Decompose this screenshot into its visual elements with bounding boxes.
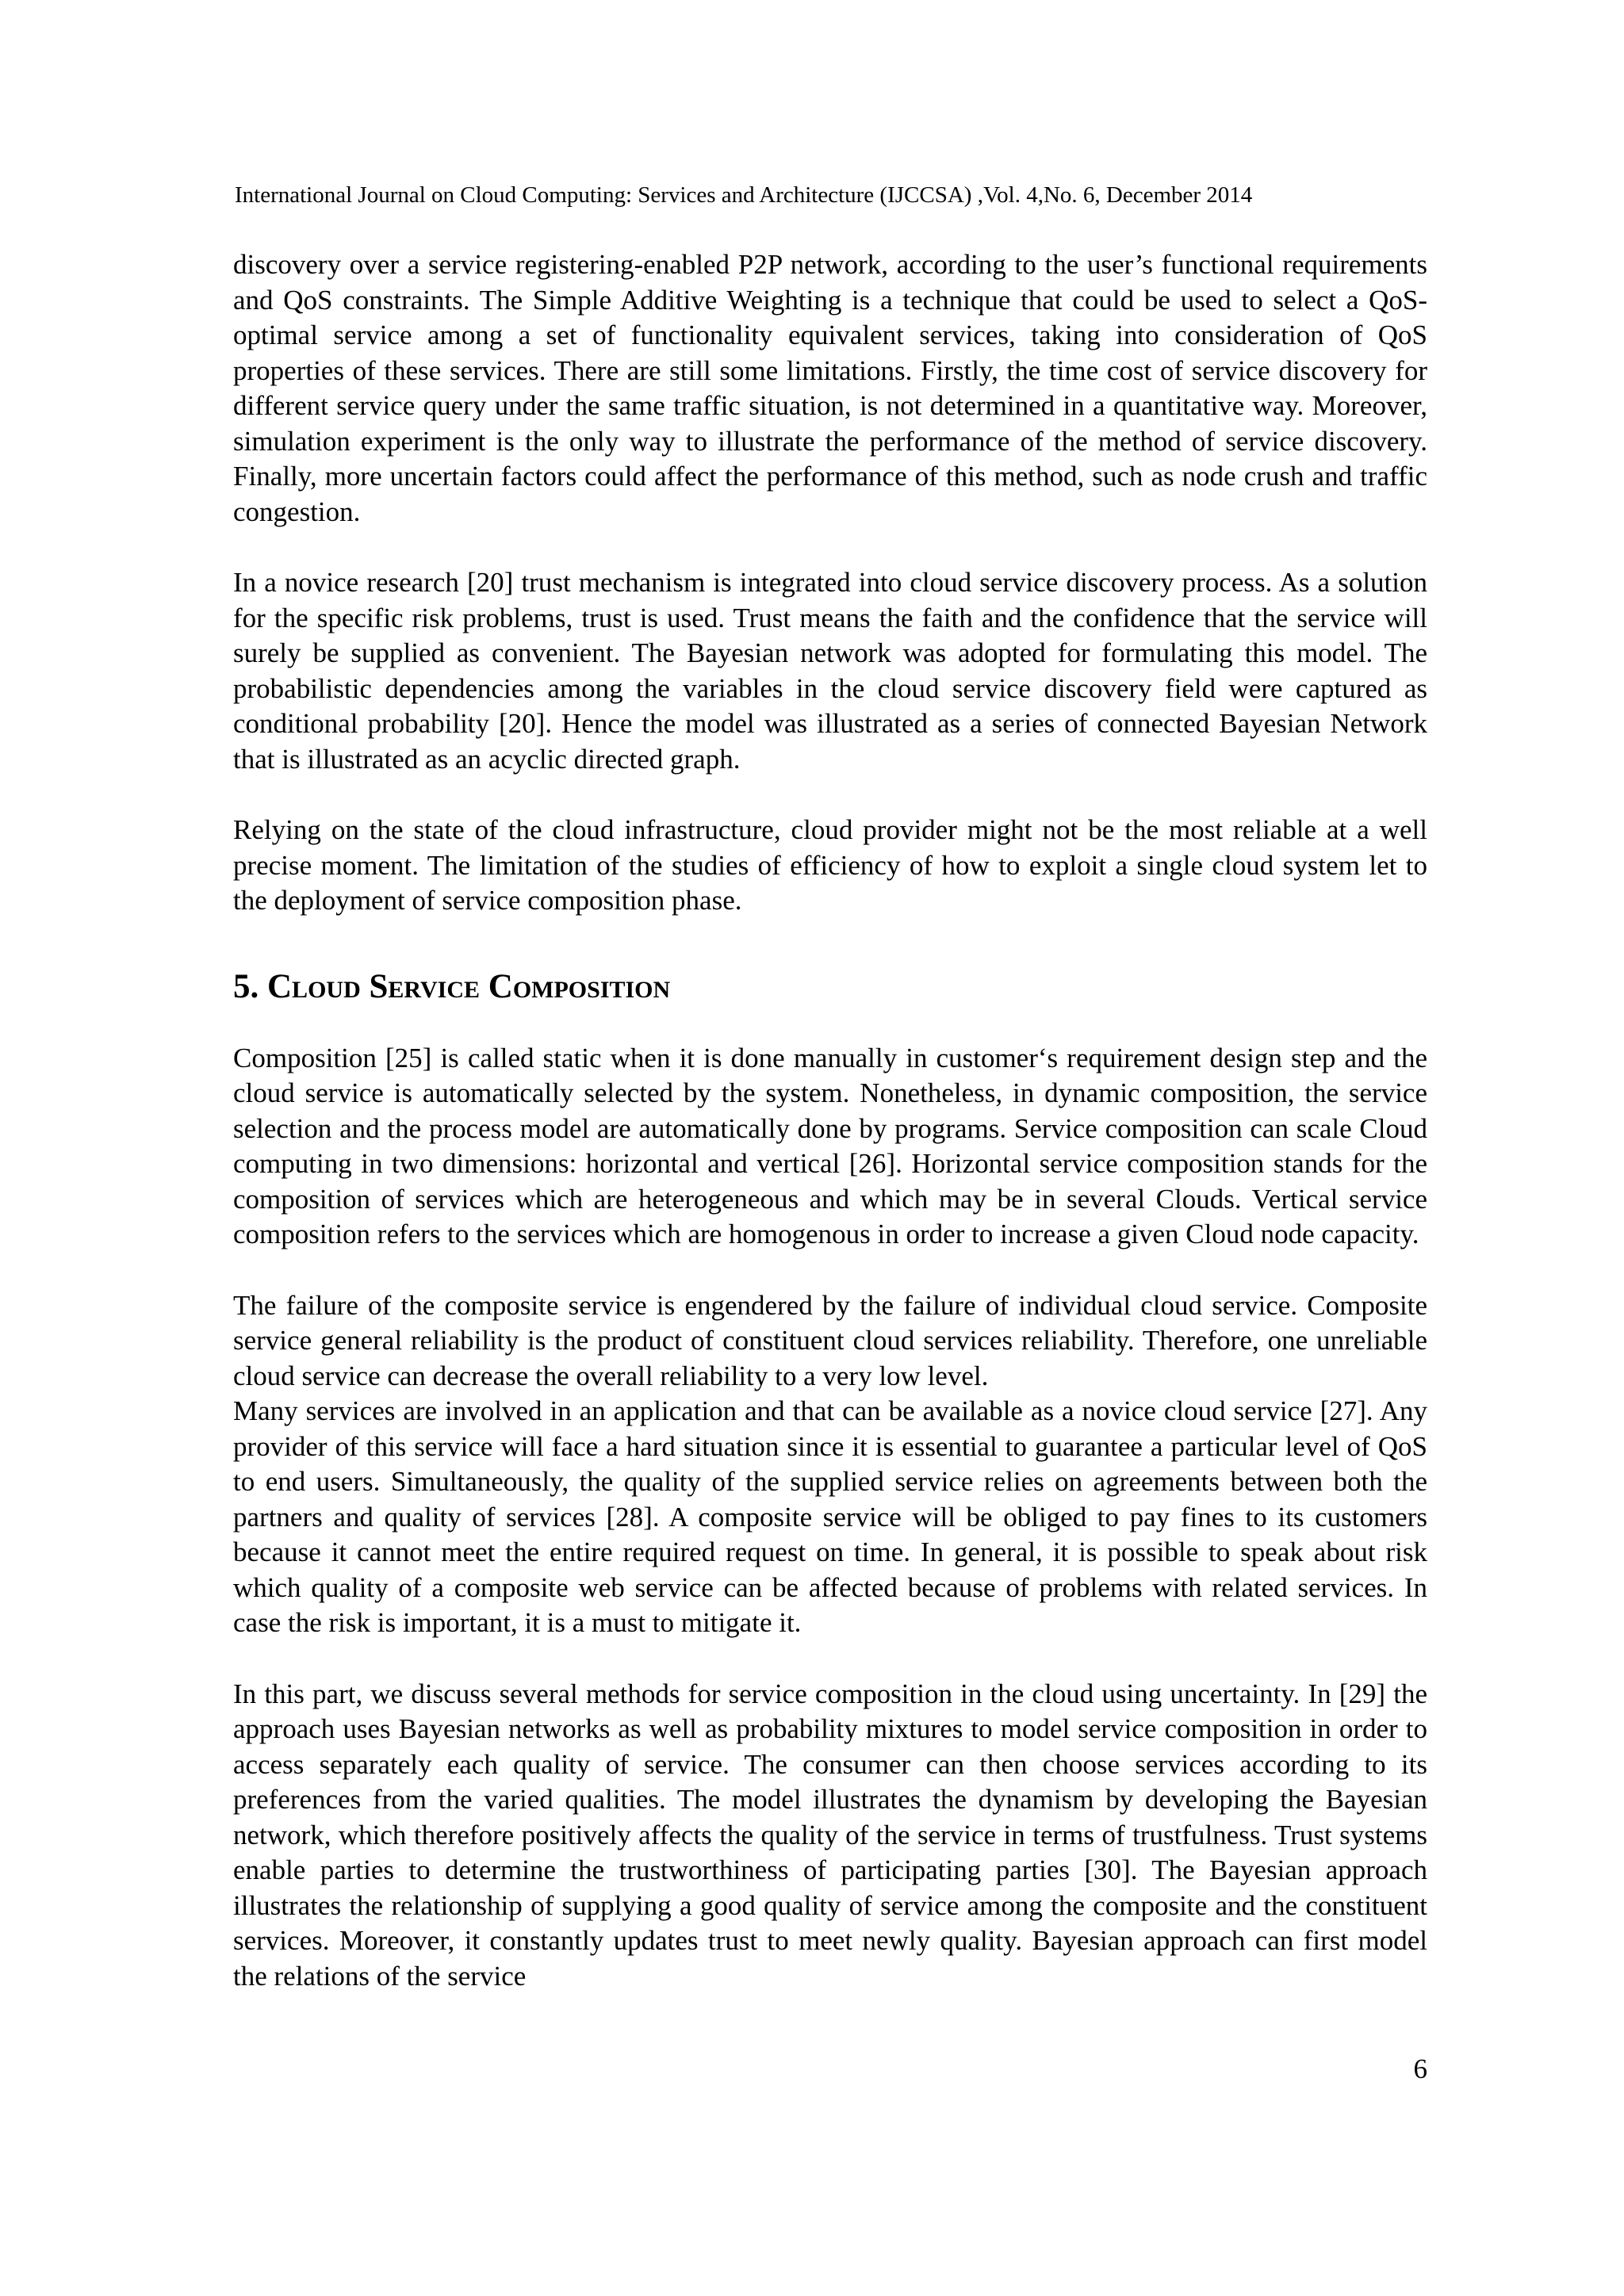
paragraph-qos-risk: Many services are involved in an application and that can be available as a novice cloud service [27]. Any provider of this service will face a hard situation since it is essential to guarantee a particular level of QoS to end users. Simultaneously, the quality of the supplied service relies on agreements between both the partners and quality of services [28]. A composite service will be obliged to pay fines to its customers because it cannot meet the entire required request on time. In general, it is possible to speak about risk which quality of a composite web service can be affected because of problems with related services. In case the risk is important, it is a must to mitigate it. [233,1395,1427,1638]
paragraph-composite-failure: The failure of the composite service is engendered by the failure of individual cloud service. Composite service general reliability is the product of constituent cloud services reliability. Therefore, one unreliable cloud service can decrease the overall reliability to a very low level. [233,1289,1427,1391]
paragraph-static-dynamic-composition: Composition [25] is called static when it is done manually in customer‘s requirement design step and the cloud service is automatically selected by the system. Nonetheless, in dynamic composition, the service selection and the process model are automatically done by programs. Service composition can scale Cloud computing in two dimensions: horizontal and vertical [26]. Horizontal service composition stands for the composition of services which are heterogeneous and which may be in several Clouds. Vertical service composition refers to the services which are homogenous in order to increase a given Cloud node capacity. [233,1042,1427,1249]
paragraph-trust-mechanism: In a novice research [20] trust mechanism is integrated into cloud service discovery process. As a solution for the specific risk problems, trust is used. Trust means the faith and the confidence that the service will surely be supplied as convenient. The Bayesian network was adopted for formulating this model. The probabilistic dependencies among the variables in the cloud service discovery field were captured as conditional probability [20]. Hence the model was illustrated as a series of connected Bayesian Network that is illustrated as an acyclic directed graph. [233,567,1427,775]
section-title: Cloud Service Composition [267,967,671,1005]
section-number: 5. [233,967,267,1005]
page-number: 6 [1413,2053,1427,2084]
paragraph-cloud-reliability: Relying on the state of the cloud infrastructure, cloud provider might not be the most reliable at a well precise moment. The limitation of the studies of efficiency of how to exploit a single cloud system let to the deployment of service composition phase. [233,814,1427,916]
section-heading [233,963,1427,1011]
paragraph-service-discovery-p2p: discovery over a service registering-enabled P2P network, according to the user’s functional requirements and QoS constraints. The Simple Additive Weighting is a technique that could be used to select a QoS-optimal service among a set of functionality equivalent services, taking into consideration of QoS properties of these services. There are still some limitations. Firstly, the time cost of service discovery for different service query under the same traffic situation, is not determined in a quantitative way. Moreover, simulation experiment is the only way to illustrate the performance of the method of service discovery. Finally, more uncertain factors could affect the performance of this method, such as node crush and traffic congestion. [233,249,1427,527]
running-header: International Journal on Cloud Computing: Services and Architecture (IJCCSA) ,Vol. 4,No. 6, December 2014 [235,182,1253,208]
body-text [233,247,1427,1994]
paragraph-uncertainty-methods: In this part, we discuss several methods for service composition in the cloud using uncertainty. In [29] the approach uses Bayesian networks as well as probability mixtures to model service composition in order to access separately each quality of service. The consumer can then choose services according to its preferences from the varied qualities. The model illustrates the dynamism by developing the Bayesian network, which therefore positively affects the quality of the service in terms of trustfulness. Trust systems enable parties to determine the trustworthiness of participating parties [30]. The Bayesian approach illustrates the relationship of supplying a good quality of service among the composite and the constituent services. Moreover, it constantly updates trust to meet newly quality. Bayesian approach can first model the relations of the service [233,1678,1427,1992]
